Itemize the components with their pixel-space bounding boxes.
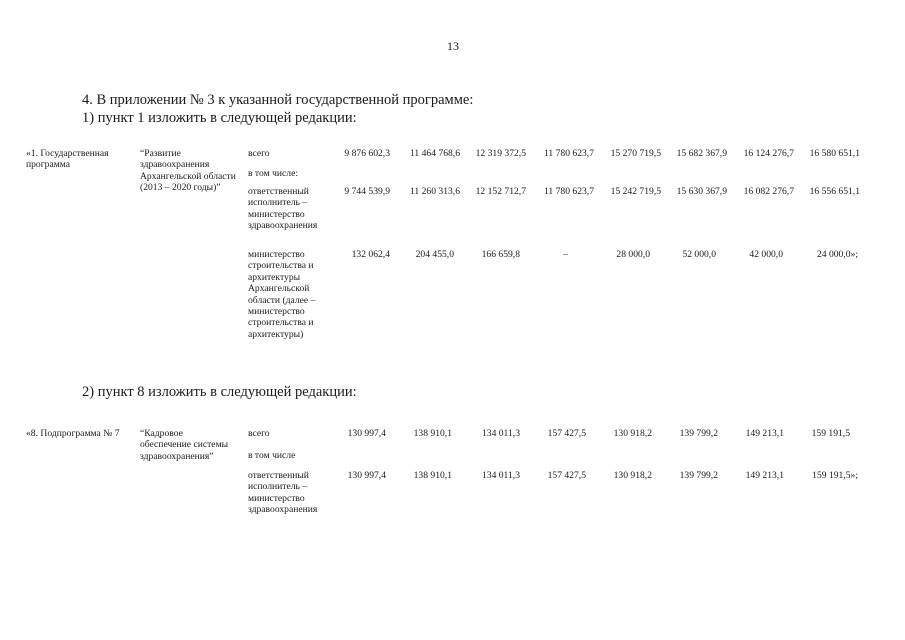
table1-row-construction-label: министерство строительства и архитектуры Архангельской области (далее – министерство строительства и архитектуры) [248,249,316,340]
table1-total-value: 12 319 372,5 [475,148,526,159]
page-number: 13 [447,39,459,53]
item-8-heading: 2) пункт 8 изложить в следующей редакции: [82,384,357,400]
table2-row-executor-label: ответственный исполнитель – министерство здравоохранения [248,470,318,516]
table2-including-label: в том числе [248,450,296,461]
table1-total-value: 9 876 602,3 [344,148,390,159]
item-1-heading: 1) пункт 1 изложить в следующей редакции: [82,110,357,126]
table1-construction-value: 42 000,0 [749,249,783,260]
table1-executor-value: 15 242 719,5 [610,186,661,197]
table2-row-total-label: всего [248,428,270,439]
table2-total-value: 157 427,5 [547,428,586,439]
table2-executor-value: 139 799,2 [679,470,718,481]
table1-including-label: в том числе: [248,168,299,179]
table2-total-value: 134 011,3 [481,428,520,439]
table2-total-value: 138 910,1 [413,428,452,439]
table2-executor-value: 134 011,3 [481,470,520,481]
table1-executor-value: 9 744 539,9 [344,186,390,197]
table2-total-value: 130 918,2 [613,428,652,439]
table1-total-value: 11 780 623,7 [543,148,594,159]
table1-construction-value: 24 000,0»; [816,249,858,260]
table1-row-executor-label: ответственный исполнитель – министерство здравоохранения [248,186,318,232]
table1-total-value: 16 580 651,1 [809,148,860,159]
amendment-heading: 4. В приложении № 3 к указанной государственной программе: [82,92,474,108]
table1-row-total-label: всего [248,148,270,159]
table1-executor-value: 12 152 712,7 [475,186,526,197]
table2-subprogram-name: “Кадровое обеспечение системы здравоохранения” [140,428,229,462]
table1-construction-value: 132 062,4 [351,249,390,260]
table1-executor-value: 11 260 313,6 [409,186,460,197]
table2-total-value: 159 191,5 [811,428,850,439]
table2-subprogram-title: «8. Подпрограмма № 7 [26,428,120,439]
table2-total-value: 149 213,1 [745,428,784,439]
table1-total-value: 11 464 768,6 [409,148,460,159]
table1-total-value: 15 270 719,5 [610,148,661,159]
table2-executor-value: 130 918,2 [613,470,652,481]
table2-executor-value: 138 910,1 [413,470,452,481]
table1-total-value: 15 682 367,9 [676,148,727,159]
table1-construction-value: 28 000,0 [616,249,650,260]
table1-executor-value: 11 780 623,7 [543,186,594,197]
table2-executor-value: 130 997,4 [347,470,386,481]
table1-executor-value: 15 630 367,9 [676,186,727,197]
table2-executor-value: 159 191,5»; [812,470,858,481]
table1-executor-value: 16 556 651,1 [809,186,860,197]
table2-executor-value: 149 213,1 [745,470,784,481]
table1-construction-value: 204 455,0 [415,249,454,260]
table1-program-title: «1. Государственная программа [26,148,109,171]
table1-construction-value: 166 659,8 [481,249,520,260]
table1-construction-value: – [563,249,568,260]
table1-program-name: “Развитие здравоохранения Архангельской области (2013 – 2020 годы)” [140,148,236,194]
table2-executor-value: 157 427,5 [547,470,586,481]
table2-total-value: 139 799,2 [679,428,718,439]
table1-executor-value: 16 082 276,7 [743,186,794,197]
table1-construction-value: 52 000,0 [682,249,716,260]
table1-total-value: 16 124 276,7 [743,148,794,159]
table2-total-value: 130 997,4 [347,428,386,439]
